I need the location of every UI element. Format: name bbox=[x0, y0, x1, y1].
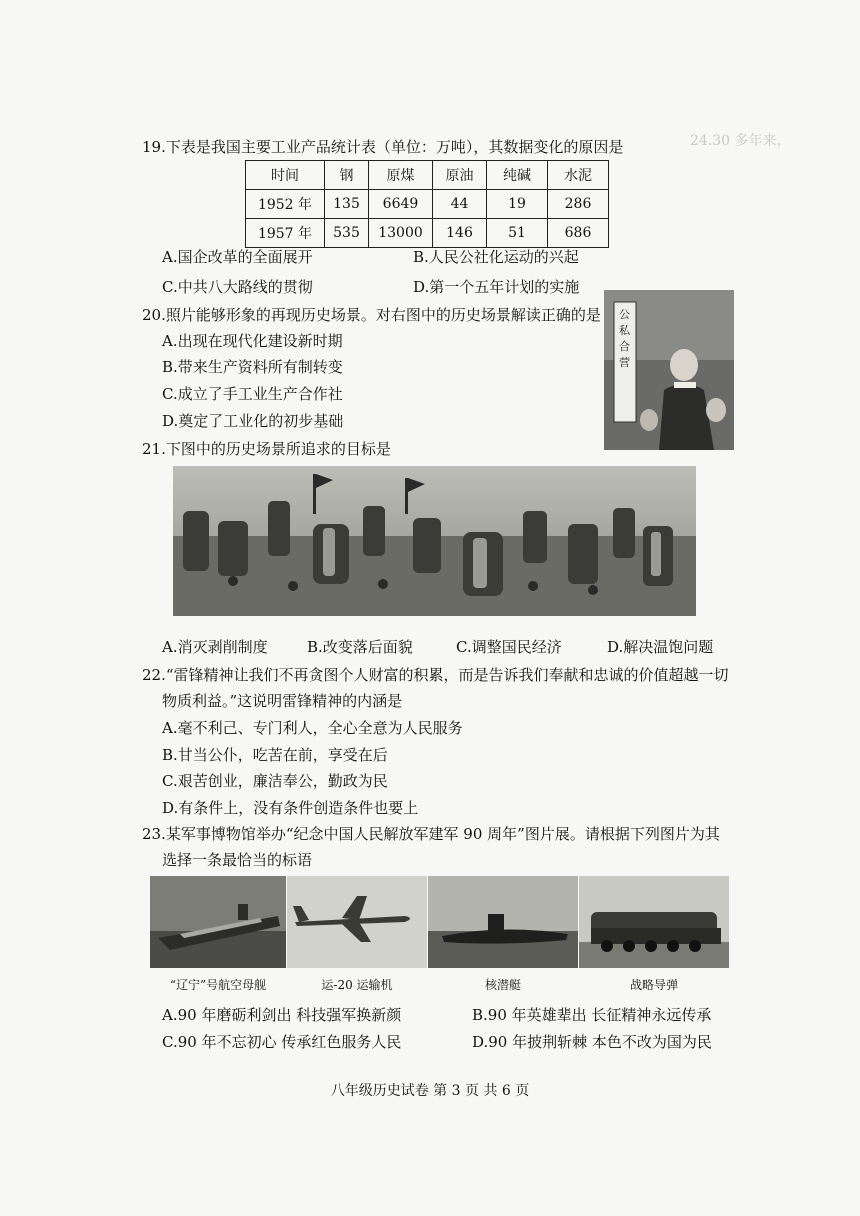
q23-option-d[interactable]: D.90 年披荆斩棘 本色不改为国为民 bbox=[472, 1033, 712, 1051]
q19-option-c[interactable]: C.中共八大路线的贯彻 bbox=[162, 278, 313, 296]
bleed-through-text: 24.30 多年来， bbox=[690, 133, 791, 149]
photo-aircraft-carrier bbox=[150, 876, 286, 968]
caption-transport-aircraft: 运-20 运输机 bbox=[321, 978, 393, 992]
q20-option-c[interactable]: C.成立了手工业生产合作社 bbox=[162, 385, 343, 403]
photo-strategic-missile bbox=[579, 876, 729, 968]
table-cell: 19 bbox=[487, 190, 548, 219]
table-cell: 146 bbox=[433, 219, 487, 248]
q19-option-d[interactable]: D.第一个五年计划的实施 bbox=[413, 278, 580, 296]
q22-option-b[interactable]: B.甘当公仆，吃苦在前，享受在后 bbox=[162, 746, 388, 764]
q23-option-a[interactable]: A.90 年磨砺利剑出 科技强军换新颜 bbox=[162, 1006, 402, 1024]
q21-option-b[interactable]: B.改变落后面貌 bbox=[307, 638, 413, 656]
table-cell: 535 bbox=[325, 219, 369, 248]
q21-title: 21.下图中的历史场景所追求的目标是 bbox=[142, 440, 391, 458]
sign-char: 公 bbox=[619, 308, 630, 321]
table-cell: 135 bbox=[325, 190, 369, 219]
q19-option-a[interactable]: A.国企改革的全面展开 bbox=[162, 248, 313, 266]
q23-option-c[interactable]: C.90 年不忘初心 传承红色服务人民 bbox=[162, 1033, 402, 1051]
photo-nuclear-submarine bbox=[428, 876, 578, 968]
table-cell: 686 bbox=[548, 219, 609, 248]
q23-text-line-1: 23.某军事博物馆举办“纪念中国人民解放军建军 90 周年”图片展。请根据下列图片为其 bbox=[142, 825, 720, 843]
photo-transport-aircraft bbox=[287, 876, 427, 968]
table-cell: 1957 年 bbox=[246, 219, 325, 248]
photo-illustration bbox=[428, 876, 578, 968]
table-header-cell: 纯碱 bbox=[487, 161, 548, 190]
q21-option-c[interactable]: C.调整国民经济 bbox=[456, 638, 562, 656]
q20-title: 20.照片能够形象的再现历史场景。对右图中的历史场景解读正确的是 bbox=[142, 306, 601, 324]
table-header-cell: 水泥 bbox=[548, 161, 609, 190]
photo-illustration bbox=[173, 466, 696, 616]
q21-photo-steel-furnaces bbox=[173, 466, 696, 616]
table-cell: 44 bbox=[433, 190, 487, 219]
photo-illustration bbox=[287, 876, 427, 968]
q19-option-b[interactable]: B.人民公社化运动的兴起 bbox=[413, 248, 579, 266]
q21-option-d[interactable]: D.解决温饱问题 bbox=[607, 638, 714, 656]
q20-option-b[interactable]: B.带来生产资料所有制转变 bbox=[162, 358, 343, 376]
q22-option-d[interactable]: D.有条件上，没有条件创造条件也要上 bbox=[162, 799, 419, 817]
q21-option-a[interactable]: A.消灭剥削制度 bbox=[162, 638, 268, 656]
q20-option-d[interactable]: D.奠定了工业化的初步基础 bbox=[162, 412, 344, 430]
q20-photo-joint-venture bbox=[604, 290, 734, 450]
caption-aircraft-carrier: “辽宁”号航空母舰 bbox=[169, 978, 267, 992]
table-cell: 51 bbox=[487, 219, 548, 248]
q23-option-b[interactable]: B.90 年英雄辈出 长征精神永远传承 bbox=[472, 1006, 712, 1024]
photo-illustration bbox=[150, 876, 286, 968]
q22-text-line-1: 22.“雷锋精神让我们不再贪图个人财富的积累，而是告诉我们奉献和忠诚的价值超越一切 bbox=[142, 666, 729, 684]
caption-nuclear-submarine: 核潜艇 bbox=[484, 978, 521, 992]
table-header-row bbox=[246, 161, 609, 190]
q23-text-line-2: 选择一条最恰当的标语 bbox=[162, 851, 313, 869]
table-header-cell: 钢 bbox=[325, 161, 369, 190]
table-header-cell: 时间 bbox=[246, 161, 325, 190]
table-cell: 13000 bbox=[369, 219, 433, 248]
sign-char: 私 bbox=[619, 324, 630, 337]
q22-option-a[interactable]: A.毫不利己、专门利人，全心全意为人民服务 bbox=[162, 719, 463, 737]
q22-text-line-2: 物质利益。”这说明雷锋精神的内涵是 bbox=[162, 692, 403, 710]
q19-title: 19.下表是我国主要工业产品统计表（单位：万吨），其数据变化的原因是 bbox=[142, 138, 624, 156]
caption-strategic-missile: 战略导弹 bbox=[629, 978, 678, 992]
sign-char: 营 bbox=[619, 356, 630, 369]
table-cell: 286 bbox=[548, 190, 609, 219]
table-cell: 1952 年 bbox=[246, 190, 325, 219]
photo-illustration bbox=[604, 290, 734, 450]
sign-char: 合 bbox=[619, 340, 630, 353]
q20-option-a[interactable]: A.出现在现代化建设新时期 bbox=[162, 332, 343, 350]
page-footer: 八年级历史试卷 第 3 页 共 6 页 bbox=[330, 1083, 530, 1099]
table-cell: 6649 bbox=[369, 190, 433, 219]
q19-stats-table bbox=[245, 160, 609, 248]
photo-illustration bbox=[579, 876, 729, 968]
table-row bbox=[246, 190, 609, 219]
table-row bbox=[246, 219, 609, 248]
q22-option-c[interactable]: C.艰苦创业，廉洁奉公，勤政为民 bbox=[162, 772, 388, 790]
table-header-cell: 原煤 bbox=[369, 161, 433, 190]
table-header-cell: 原油 bbox=[433, 161, 487, 190]
